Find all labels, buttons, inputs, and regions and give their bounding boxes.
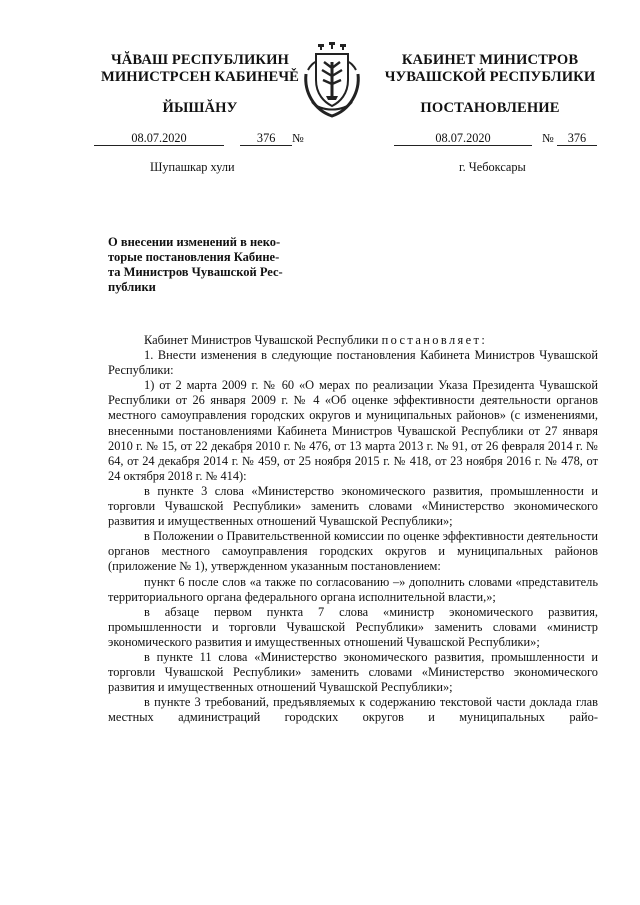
header-left-line1: ЧĂВАШ РЕСПУБЛИКИН — [110, 52, 290, 68]
intro-paragraph — [108, 333, 598, 348]
header-right-line1: КАБИНЕТ МИНИСТРОВ — [401, 52, 579, 68]
paragraph-6: в абзаце первом пункта 7 слова «министр экономического развития, промышленности и торговли Чувашской Республики» заменить словами «министр экономического развития и имущественных отношений Чувашской Республики»; — [108, 604, 598, 649]
title-line1: О внесении изменений в неко- — [108, 235, 281, 249]
header-left-line2: МИНИСТРСЕН КАБИНЕЧĚ — [100, 69, 300, 85]
title-line2: торые постановления Кабине- — [108, 250, 280, 264]
right-date: 08.07.2020 — [394, 132, 532, 146]
header-left — [90, 52, 310, 86]
left-city: Шупашкар хули — [150, 160, 235, 174]
paragraph-4: в Положении о Правительственной комиссии по оценке эффективности деятельности органов местного самоуправления городских округов и муниципальных районов (приложение № 1), утвержденном указанным постановлением: — [108, 529, 598, 574]
title-line4: публики — [108, 280, 156, 294]
paragraph-7: в пункте 11 слова «Министерство экономического развития, промышленности и торговли Чувашской Республики» заменить словами «Министерство экономического развития и имущественных отношений Чувашской Республики»; — [108, 649, 598, 695]
paragraph-3: в пункте 3 слова «Министерство экономического развития, промышленности и торговли Чувашской Республики» заменить словами «Министерство экономического развития и имущественных отношений Чувашской Республики»; — [108, 483, 598, 529]
right-number: 376 — [557, 132, 597, 146]
right-no-sign: № — [542, 131, 554, 145]
intro-prefix: Кабинет Министров Чувашской Республики — [144, 333, 379, 347]
paragraph-2: 1) от 2 марта 2009 г. № 60 «О мерах по реализации Указа Президента Чувашской Республики от 26 января 2009 г. № 4 «Об оценке эффективности деятельности органов местного самоуправления городских округов и муниципальных районов» (с изменениями, внесенными постановлениями Кабинета Министров Чувашской Республики от 27 января 2010 г. № 15, от 22 декабря 2010 г. № 476, от 13 марта 2013 г. № 91, от 26 февраля 2014 г. № 64, от 24 декабря 2014 г. № 459, от 25 ноября 2015 г. № 418, от 23 ноября 2016 г. № 478, от 24 октября 2018 г. № 414): — [108, 378, 598, 483]
header-right-line2: ЧУВАШСКОЙ РЕСПУБЛИКИ — [384, 69, 596, 85]
chuvash-emblem-icon — [296, 40, 368, 120]
intro-spaced: постановляет: — [381, 333, 488, 347]
paragraph-5: пункт 6 после слов «а также по согласованию –» дополнить словами «представитель территориального органа федерального органа исполнительной власти,»; — [108, 574, 598, 604]
paragraph-1: 1. Внести изменения в следующие постановления Кабинета Министров Чувашской Республики: — [108, 348, 598, 378]
title-line3: та Министров Чувашской Рес- — [108, 265, 283, 279]
left-no-sign: № — [292, 131, 304, 145]
header-left-doc-type: ЙЫШĂНУ — [162, 100, 238, 116]
right-date-number-row — [394, 131, 597, 146]
header-right-doc-type: ПОСТАНОВЛЕНИЕ — [420, 100, 560, 116]
header-right — [380, 52, 600, 86]
document-title — [108, 235, 318, 295]
paragraph-8: в пункте 3 требований, предъявляемых к содержанию текстовой части доклада глав местных администраций городских округов и муниципальных райо- — [108, 695, 598, 725]
document-body — [108, 333, 598, 725]
left-date-number-row — [94, 131, 304, 146]
left-date: 08.07.2020 — [94, 132, 224, 146]
left-number: 376 — [240, 132, 292, 146]
right-city: г. Чебоксары — [459, 160, 526, 174]
